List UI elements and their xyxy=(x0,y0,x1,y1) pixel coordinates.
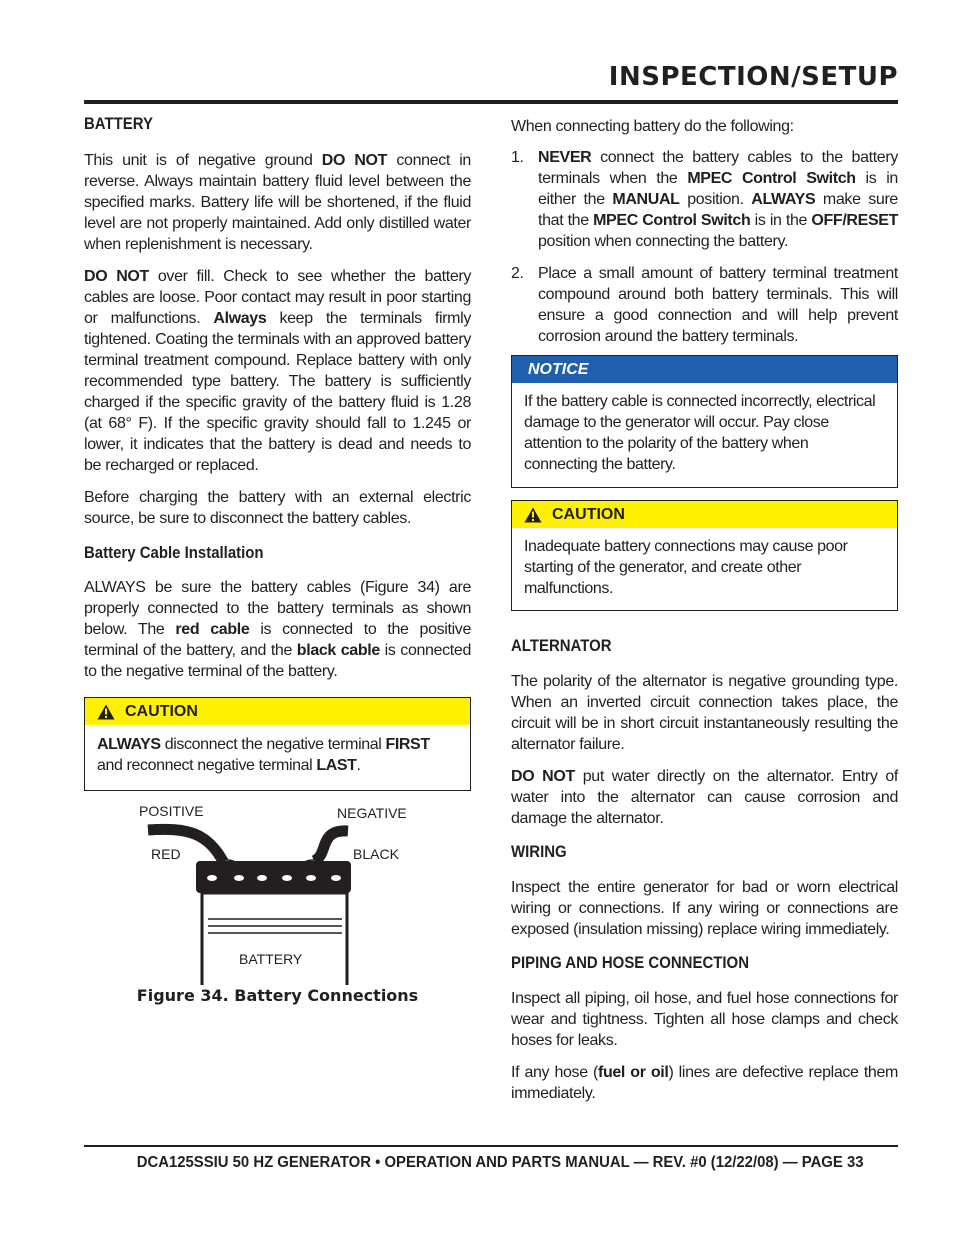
cable-installation-heading: Battery Cable Installation xyxy=(84,543,264,562)
step-2 xyxy=(511,263,898,347)
positive-label: POSITIVE xyxy=(139,805,204,819)
battery-paragraph-1: This unit is of negative ground DO NOT connect in reverse. Always maintain battery fluid level between the specified marks. Battery life will be shortened, if the fluid level are not properly maintained. Add only distilled water when replenishment is necessary. xyxy=(84,152,471,253)
caution-header xyxy=(85,698,470,725)
alternator-paragraph-2: DO NOT put water directly on the alternator. Entry of water into the alternator can cause corrosion and damage the alternator. xyxy=(511,768,899,827)
battery-paragraph-2: DO NOT over fill. Check to see whether the battery cables are loose. Poor contact may result in poor starting or malfunctions. Always keep the terminals firmly tightened. Coating the terminals with an approved battery terminal treatment compound. Replace battery with only recommended type battery. The battery is sufficiently charged if the specific gravity of the battery fluid is 1.28 (at 68° F). If the specific gravity should fall to 1.245 or lower, it indicates that the battery is dead and needs to be recharged or replaced. xyxy=(84,268,471,474)
title-rule xyxy=(84,100,898,104)
step-number: 2. xyxy=(511,265,524,282)
step-text: NEVER connect the battery cables to the battery terminals when the MPEC Control Switch is in either the MANUAL position. ALWAYS make sure that the MPEC Control Switch is in the OFF/RESET position when connecting the battery. xyxy=(538,149,899,250)
battery-connections-figure xyxy=(84,805,471,985)
connect-steps xyxy=(511,147,898,347)
piping-heading: PIPING AND HOSE CONNECTION xyxy=(511,953,749,972)
left-column xyxy=(84,114,471,1005)
notice-header: NOTICE xyxy=(512,356,897,383)
step-text: Place a small amount of battery terminal treatment compound around both battery terminals. This will ensure a good connection and will help prevent corrosion around the battery terminals. xyxy=(538,265,898,345)
piping-paragraph-1: Inspect all piping, oil hose, and fuel hose connections for wear and tightness. Tighten all hose clamps and check hoses for leaks. xyxy=(511,990,898,1049)
piping-paragraph-2: If any hose (fuel or oil) lines are defective replace them immediately. xyxy=(511,1064,898,1102)
page-title: INSPECTION/SETUP xyxy=(608,62,898,92)
notice-body: If the battery cable is connected incorrectly, electrical damage to the generator will occur. Pay close attention to the polarity of the battery when connecting the battery. xyxy=(524,393,876,473)
caution-label: CAUTION xyxy=(552,505,625,523)
alternator-paragraph-1: The polarity of the alternator is negative grounding type. When an inverted circuit connection takes place, the circuit will be in short circuit instantaneously resulting the alternator failure. xyxy=(511,673,898,753)
battery-top xyxy=(196,861,351,893)
warning-triangle-icon xyxy=(97,704,115,720)
page-footer: DCA125SSIU 50 HZ GENERATOR • OPERATION AND PARTS MANUAL — REV. #0 (12/22/08) — PAGE 33 xyxy=(136,1154,863,1171)
connect-intro: When connecting battery do the following: xyxy=(511,118,794,135)
right-column xyxy=(511,114,898,1104)
caution-box-right xyxy=(511,500,898,611)
notice-box xyxy=(511,355,898,488)
battery-paragraph-3: Before charging the battery with an external electric source, be sure to disconnect the battery cables. xyxy=(84,489,471,527)
caution-body: ALWAYS disconnect the negative terminal FIRST and reconnect negative terminal LAST. xyxy=(97,736,430,774)
step-1 xyxy=(511,147,898,252)
step-number: 1. xyxy=(511,149,524,166)
warning-triangle-icon xyxy=(524,507,542,523)
footer-rule xyxy=(84,1145,898,1147)
battery-case xyxy=(202,893,347,985)
caution-body: Inadequate battery connections may cause poor starting of the generator, and create other malfunctions. xyxy=(524,538,848,597)
alternator-heading: ALTERNATOR xyxy=(511,636,612,655)
black-label: BLACK xyxy=(353,846,399,862)
battery-heading: BATTERY xyxy=(84,114,153,133)
caution-header xyxy=(512,501,897,528)
red-label: RED xyxy=(151,846,181,862)
wiring-heading: WIRING xyxy=(511,842,567,861)
negative-label: NEGATIVE xyxy=(337,805,407,821)
cable-installation-paragraph: ALWAYS be sure the battery cables (Figure 34) are properly connected to the battery terminals as shown below. The red cable is connected to the positive terminal of the battery, and the black cable is connected to the negative terminal of the battery. xyxy=(84,579,471,680)
wiring-paragraph: Inspect the entire generator for bad or worn electrical wiring or connections. If any wiring or connections are exposed (insulation missing) replace wiring immediately. xyxy=(511,879,898,938)
negative-cable xyxy=(314,831,348,861)
caution-label: CAUTION xyxy=(125,702,198,720)
battery-label: BATTERY xyxy=(239,951,303,967)
figure-caption: Figure 34. Battery Connections xyxy=(136,986,419,1005)
caution-box-left xyxy=(84,697,471,791)
